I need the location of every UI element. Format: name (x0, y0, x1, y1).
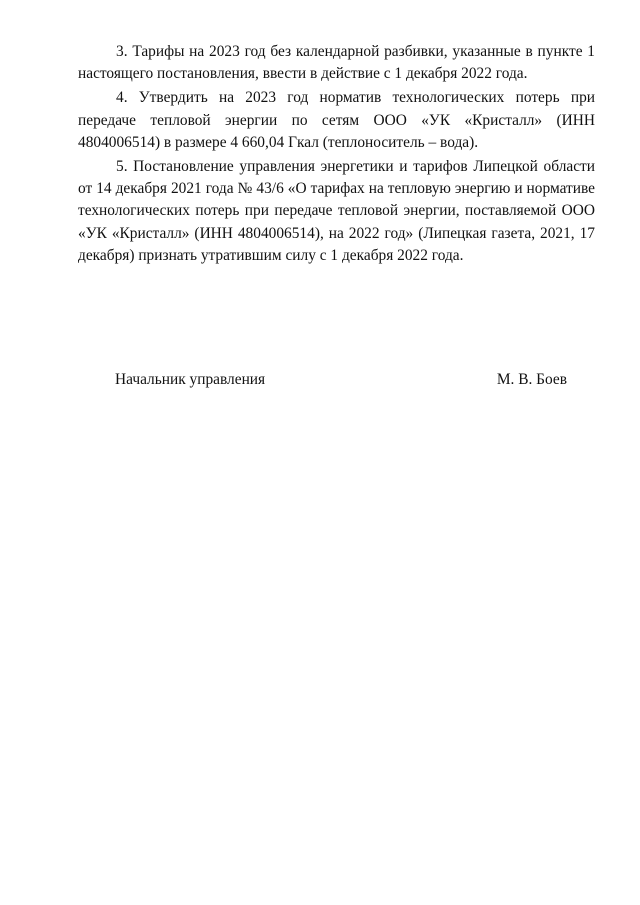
document-body (78, 41, 595, 267)
signature-block (115, 370, 567, 390)
paragraph-3: 3. Тарифы на 2023 год без календарной разбивки, указанные в пункте 1 настоящего постановления, ввести в действие с 1 декабря 2022 года. (78, 43, 595, 83)
paragraph-5: 5. Постановление управления энергетики и тарифов Липецкой области от 14 декабря 2021 года № 43/6 «О тарифах на тепловую энергию и нормативе технологических потерь при передаче тепловой энергии, поставляемой ООО «УК «Кристалл» (ИНН 4804006514), на 2022 год» (Липецкая газета, 2021, 17 декабря) признать утратившим силу с 1 декабря 2022 года. (78, 158, 595, 264)
signatory-name: М. В. Боев (496, 371, 567, 388)
signatory-position: Начальник управления (115, 371, 266, 388)
paragraph-4: 4. Утвердить на 2023 год норматив технологических потерь при передаче тепловой энергии по сетям ООО «УК «Кристалл» (ИНН 4804006514) в размере 4 660,04 Гкал (теплоноситель – вода). (78, 89, 595, 151)
